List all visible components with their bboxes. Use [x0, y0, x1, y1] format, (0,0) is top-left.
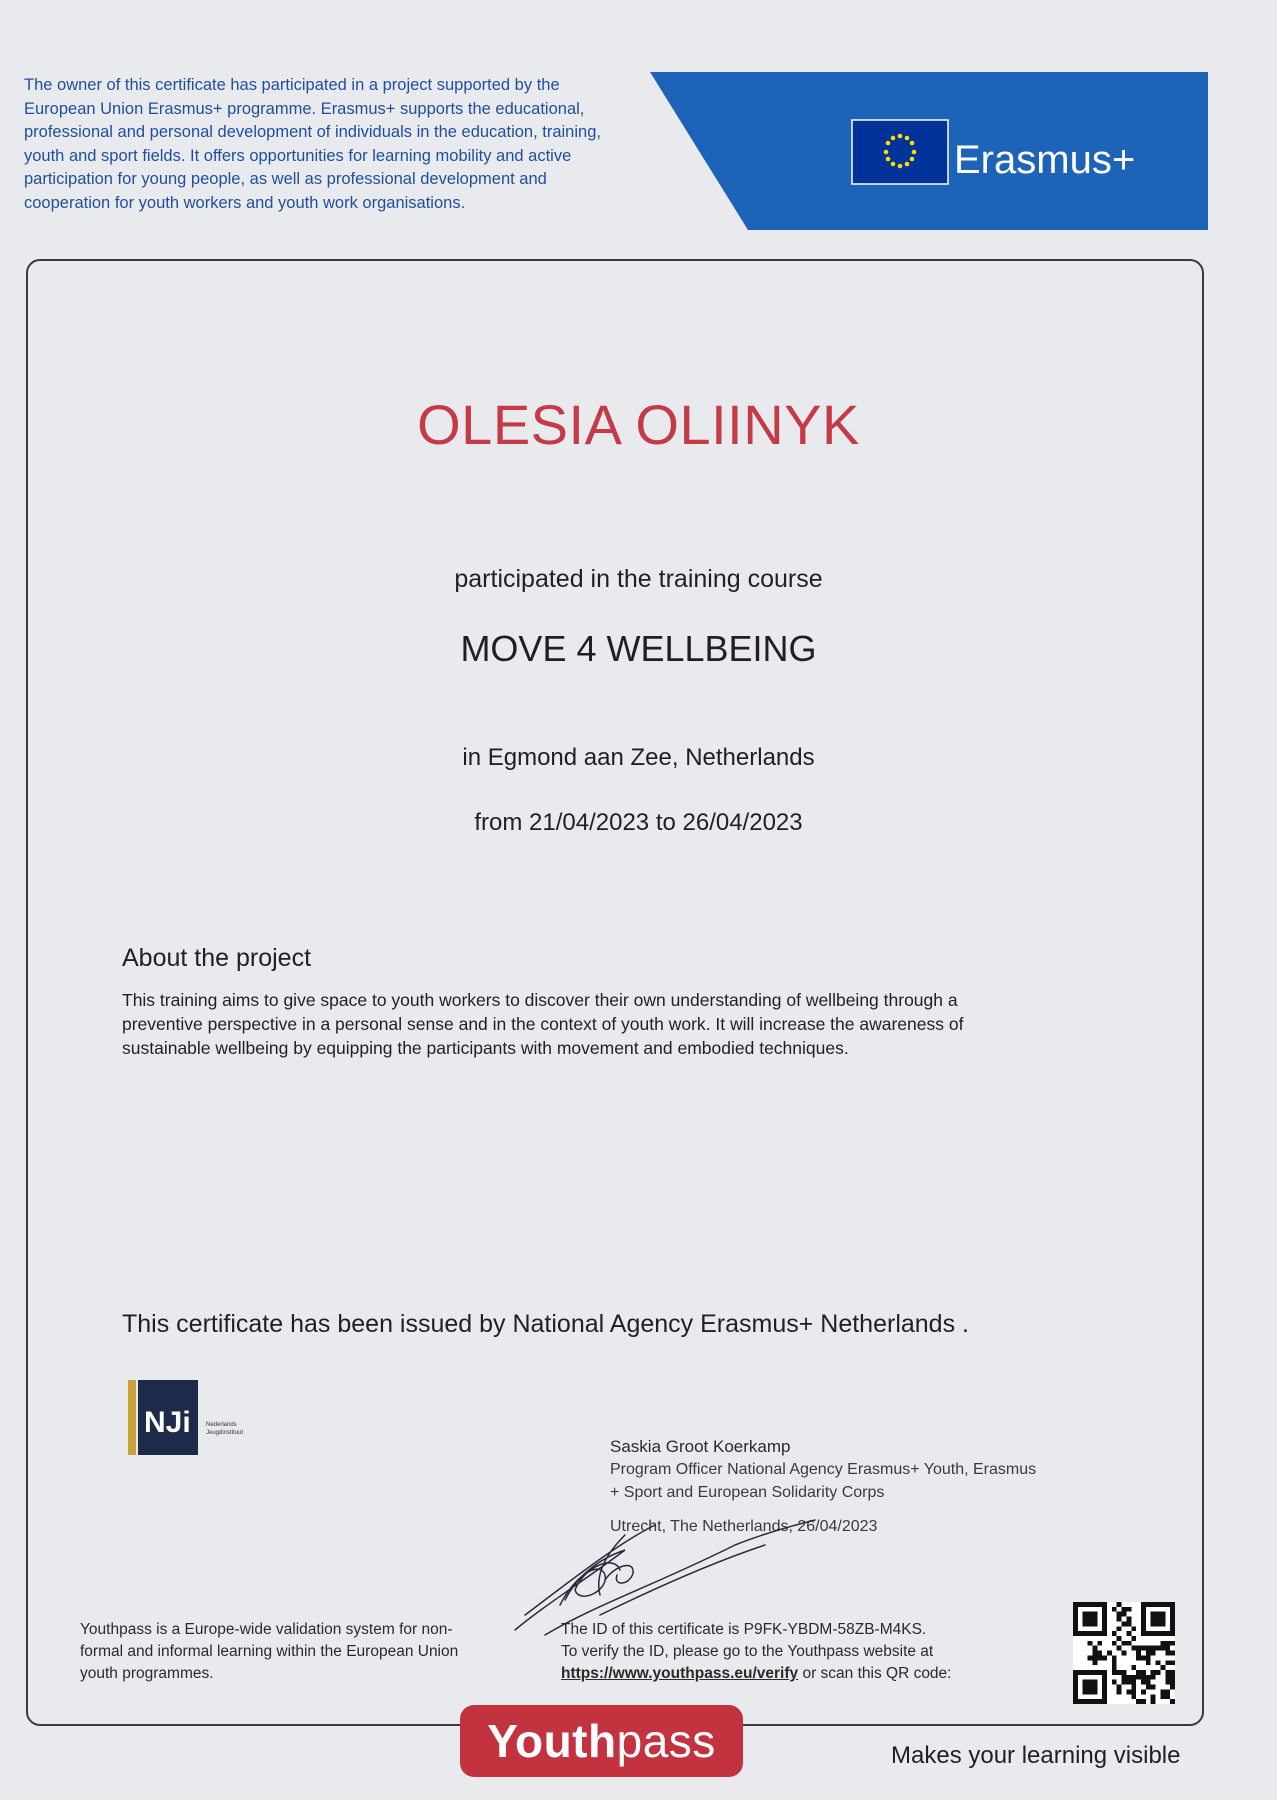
qr-module — [1102, 1631, 1107, 1636]
intro-line: The owner of this certificate has participated in a project supported by the — [24, 76, 560, 94]
qr-module — [1131, 1646, 1136, 1651]
qr-module — [1126, 1680, 1131, 1685]
qr-module — [1102, 1694, 1107, 1699]
qr-module — [1088, 1670, 1093, 1675]
qr-module — [1151, 1685, 1156, 1690]
qr-module — [1156, 1617, 1161, 1622]
qr-module — [1117, 1612, 1122, 1617]
qr-module — [1165, 1680, 1170, 1685]
qr-module — [1131, 1694, 1136, 1699]
qr-module — [1131, 1680, 1136, 1685]
qr-module — [1126, 1617, 1131, 1622]
qr-module — [1156, 1660, 1161, 1665]
qr-module — [1107, 1651, 1112, 1656]
qr-module — [1092, 1685, 1097, 1690]
qr-module — [1083, 1685, 1088, 1690]
qr-module — [1102, 1699, 1107, 1704]
qr-module — [1102, 1670, 1107, 1675]
qr-module — [1160, 1646, 1165, 1651]
qr-module — [1112, 1655, 1117, 1660]
qr-module — [1092, 1617, 1097, 1622]
about-heading: About the project — [122, 944, 312, 972]
qr-module — [1117, 1636, 1122, 1641]
qr-module — [1170, 1651, 1175, 1656]
qr-module — [1102, 1621, 1107, 1626]
qr-module — [1141, 1617, 1146, 1622]
qr-module — [1097, 1641, 1102, 1646]
qr-module — [1073, 1626, 1078, 1631]
qr-module — [1136, 1675, 1141, 1680]
qr-module — [1088, 1641, 1093, 1646]
course-location: in Egmond aan Zee, Netherlands — [462, 744, 815, 771]
qr-module — [1092, 1631, 1097, 1636]
qr-module — [1170, 1617, 1175, 1622]
qr-module — [1073, 1617, 1078, 1622]
qr-module — [1122, 1675, 1127, 1680]
qr-module — [1078, 1670, 1083, 1675]
qr-module — [1146, 1655, 1151, 1660]
qr-module — [1117, 1689, 1122, 1694]
qr-module — [1122, 1612, 1127, 1617]
qr-module — [1122, 1641, 1127, 1646]
qr-module — [1170, 1612, 1175, 1617]
youthpass-description-line: Youthpass is a Europe-wide validation system for non- — [80, 1621, 453, 1638]
nji-subtitle-2: Jeugdinstituut — [206, 1430, 244, 1436]
qr-module — [1117, 1685, 1122, 1690]
issuer-statement: This certificate has been issued by National Agency Erasmus+ Netherlands . — [122, 1310, 969, 1338]
qr-module — [1083, 1699, 1088, 1704]
youthpass-tagline: Makes your learning visible — [891, 1742, 1181, 1769]
qr-module — [1112, 1680, 1117, 1685]
qr-module — [1073, 1685, 1078, 1690]
qr-module — [1112, 1665, 1117, 1670]
qr-module — [1156, 1602, 1161, 1607]
qr-module — [1170, 1641, 1175, 1646]
qr-module — [1083, 1670, 1088, 1675]
signatory-place-date: Utrecht, The Netherlands, 26/04/2023 — [610, 1518, 878, 1535]
qr-module — [1073, 1694, 1078, 1699]
qr-module — [1097, 1631, 1102, 1636]
qr-module — [1141, 1621, 1146, 1626]
qr-module — [1122, 1651, 1127, 1656]
qr-module — [1165, 1631, 1170, 1636]
qr-module — [1088, 1699, 1093, 1704]
verification-info — [561, 1619, 1021, 1685]
qr-module — [1146, 1651, 1151, 1656]
youthpass-logo-bold: Youth — [487, 1715, 617, 1767]
qr-module — [1160, 1689, 1165, 1694]
qr-module — [1126, 1607, 1131, 1612]
qr-module — [1122, 1621, 1127, 1626]
qr-module — [1141, 1680, 1146, 1685]
intro-line: youth and sport fields. It offers opportunities for learning mobility and active — [24, 146, 572, 165]
intro-paragraph — [24, 74, 694, 215]
qr-module — [1170, 1680, 1175, 1685]
qr-module — [1117, 1617, 1122, 1622]
qr-module — [1097, 1699, 1102, 1704]
qr-module — [1170, 1699, 1175, 1704]
course-title: MOVE 4 WELLBEING — [460, 628, 817, 669]
qr-module — [1088, 1631, 1093, 1636]
qr-module — [1092, 1602, 1097, 1607]
qr-module — [1141, 1631, 1146, 1636]
qr-module — [1092, 1689, 1097, 1694]
verify-qr-instruction: or scan this QR code: — [798, 1665, 952, 1682]
qr-module — [1083, 1689, 1088, 1694]
qr-module — [1136, 1670, 1141, 1675]
qr-module — [1073, 1675, 1078, 1680]
qr-module — [1131, 1689, 1136, 1694]
qr-module — [1151, 1602, 1156, 1607]
about-line: sustainable wellbeing by equipping the participants with movement and embodied techniques. — [122, 1038, 849, 1058]
qr-module — [1160, 1621, 1165, 1626]
qr-module — [1097, 1602, 1102, 1607]
eu-flag-icon — [852, 120, 948, 184]
qr-module — [1146, 1680, 1151, 1685]
about-line: This training aims to give space to youth workers to discover their own understanding of wellbeing through a — [122, 990, 958, 1010]
qr-module — [1170, 1626, 1175, 1631]
qr-module — [1146, 1660, 1151, 1665]
qr-module — [1122, 1607, 1127, 1612]
qr-module — [1160, 1631, 1165, 1636]
qr-module — [1170, 1670, 1175, 1675]
qr-module — [1141, 1607, 1146, 1612]
signatory-name: Saskia Groot Koerkamp — [610, 1437, 791, 1456]
qr-module — [1170, 1660, 1175, 1665]
qr-module — [1141, 1699, 1146, 1704]
qr-module — [1170, 1602, 1175, 1607]
qr-module — [1117, 1670, 1122, 1675]
qr-module — [1141, 1626, 1146, 1631]
intro-line: participation for young people, as well as professional development and — [24, 170, 547, 188]
qr-module — [1117, 1646, 1122, 1651]
qr-module — [1083, 1612, 1088, 1617]
qr-module — [1151, 1670, 1156, 1675]
qr-module — [1156, 1670, 1161, 1675]
qr-module — [1151, 1651, 1156, 1656]
qr-module — [1088, 1680, 1093, 1685]
qr-module — [1156, 1631, 1161, 1636]
qr-module — [1165, 1641, 1170, 1646]
course-dates: from 21/04/2023 to 26/04/2023 — [474, 809, 803, 836]
qr-module — [1097, 1651, 1102, 1656]
qr-module — [1160, 1612, 1165, 1617]
qr-code[interactable] — [1073, 1602, 1175, 1704]
youthpass-logo-regular: pass — [616, 1715, 716, 1767]
youthpass-description-line: youth programmes. — [80, 1665, 214, 1682]
qr-module — [1170, 1621, 1175, 1626]
qr-module — [1160, 1602, 1165, 1607]
qr-module — [1131, 1675, 1136, 1680]
verify-instruction: To verify the ID, please go to the Youthpass website at — [561, 1643, 934, 1660]
qr-module — [1102, 1685, 1107, 1690]
participant-name: OLESIA OLIINYK — [417, 393, 860, 456]
qr-module — [1126, 1631, 1131, 1636]
qr-module — [1092, 1670, 1097, 1675]
qr-module — [1156, 1612, 1161, 1617]
qr-module — [1136, 1699, 1141, 1704]
qr-module — [1170, 1631, 1175, 1636]
qr-module — [1126, 1689, 1131, 1694]
qr-module — [1073, 1631, 1078, 1636]
participation-statement: participated in the training course — [454, 565, 823, 593]
qr-module — [1083, 1631, 1088, 1636]
qr-module — [1141, 1655, 1146, 1660]
qr-module — [1146, 1631, 1151, 1636]
qr-module — [1092, 1680, 1097, 1685]
qr-module — [1141, 1675, 1146, 1680]
qr-module — [1165, 1646, 1170, 1651]
qr-module — [1165, 1660, 1170, 1665]
qr-module — [1122, 1680, 1127, 1685]
erasmus-banner — [650, 72, 1208, 230]
qr-module — [1088, 1689, 1093, 1694]
qr-module — [1112, 1641, 1117, 1646]
qr-module — [1073, 1689, 1078, 1694]
qr-module — [1102, 1675, 1107, 1680]
qr-module — [1088, 1602, 1093, 1607]
qr-module — [1141, 1646, 1146, 1651]
erasmus-logo-text: Erasmus+ — [954, 138, 1136, 182]
qr-module — [1073, 1680, 1078, 1685]
qr-module — [1102, 1689, 1107, 1694]
nji-subtitle-1: Nederlands — [206, 1422, 237, 1428]
qr-module — [1088, 1612, 1093, 1617]
intro-line: European Union Erasmus+ programme. Erasmus+ supports the educational, — [24, 99, 585, 118]
qr-module — [1131, 1685, 1136, 1690]
qr-module — [1156, 1621, 1161, 1626]
qr-module — [1102, 1617, 1107, 1622]
qr-module — [1151, 1675, 1156, 1680]
qr-module — [1088, 1685, 1093, 1690]
youthpass-description — [80, 1619, 525, 1685]
qr-module — [1136, 1646, 1141, 1651]
qr-module — [1151, 1617, 1156, 1622]
qr-module — [1165, 1670, 1170, 1675]
qr-module — [1141, 1670, 1146, 1675]
qr-module — [1151, 1646, 1156, 1651]
qr-module — [1102, 1626, 1107, 1631]
qr-module — [1126, 1675, 1131, 1680]
verify-link[interactable]: https://www.youthpass.eu/verify — [561, 1665, 799, 1682]
qr-module — [1092, 1699, 1097, 1704]
qr-module — [1112, 1670, 1117, 1675]
qr-module — [1151, 1612, 1156, 1617]
qr-module — [1078, 1631, 1083, 1636]
signatory-title-line: + Sport and European Solidarity Corps — [610, 1484, 885, 1501]
intro-line: professional and personal development of individuals in the education, training, — [24, 123, 601, 141]
qr-module — [1092, 1651, 1097, 1656]
qr-module — [1146, 1685, 1151, 1690]
qr-module — [1146, 1675, 1151, 1680]
qr-module — [1170, 1675, 1175, 1680]
qr-module — [1112, 1660, 1117, 1665]
qr-module — [1083, 1621, 1088, 1626]
qr-module — [1073, 1699, 1078, 1704]
qr-module — [1165, 1675, 1170, 1680]
qr-module — [1136, 1651, 1141, 1656]
qr-module — [1131, 1665, 1136, 1670]
qr-module — [1102, 1655, 1107, 1660]
qr-module — [1170, 1607, 1175, 1612]
qr-module — [1160, 1641, 1165, 1646]
qr-module — [1117, 1602, 1122, 1607]
qr-module — [1160, 1694, 1165, 1699]
qr-module — [1092, 1655, 1097, 1660]
qr-module — [1126, 1641, 1131, 1646]
qr-module — [1083, 1602, 1088, 1607]
about-line: preventive perspective in a personal sense and in the context of youth work. It will increase the awareness of — [122, 1014, 964, 1034]
qr-module — [1112, 1607, 1117, 1612]
qr-module — [1165, 1651, 1170, 1656]
qr-module — [1131, 1626, 1136, 1631]
qr-module — [1073, 1602, 1078, 1607]
qr-module — [1073, 1607, 1078, 1612]
signatory-title-line: Program Officer National Agency Erasmus+ Youth, Erasmus — [610, 1461, 1037, 1478]
qr-module — [1156, 1646, 1161, 1651]
qr-module — [1083, 1680, 1088, 1685]
qr-module — [1141, 1612, 1146, 1617]
youthpass-logo — [460, 1705, 743, 1777]
qr-module — [1146, 1646, 1151, 1651]
qr-module — [1097, 1670, 1102, 1675]
qr-module — [1092, 1660, 1097, 1665]
youthpass-description-line: formal and informal learning within the European Union — [80, 1643, 459, 1660]
qr-module — [1141, 1602, 1146, 1607]
about-description — [122, 988, 1082, 1060]
qr-module — [1136, 1655, 1141, 1660]
qr-module — [1151, 1631, 1156, 1636]
qr-module — [1112, 1631, 1117, 1636]
qr-module — [1078, 1699, 1083, 1704]
qr-module — [1088, 1617, 1093, 1622]
qr-module — [1092, 1646, 1097, 1651]
intro-line: cooperation for youth workers and youth work organisations. — [24, 193, 466, 212]
qr-module — [1151, 1694, 1156, 1699]
nji-logo-text: NJi — [144, 1406, 191, 1439]
qr-module — [1165, 1689, 1170, 1694]
qr-module — [1151, 1621, 1156, 1626]
qr-module — [1078, 1602, 1083, 1607]
qr-module — [1102, 1612, 1107, 1617]
qr-module — [1102, 1602, 1107, 1607]
qr-module — [1102, 1680, 1107, 1685]
qr-module — [1088, 1655, 1093, 1660]
qr-module — [1170, 1685, 1175, 1690]
qr-module — [1073, 1670, 1078, 1675]
qr-module — [1165, 1694, 1170, 1699]
qr-module — [1073, 1612, 1078, 1617]
qr-module — [1088, 1621, 1093, 1626]
qr-module — [1092, 1612, 1097, 1617]
qr-module — [1092, 1621, 1097, 1626]
qr-module — [1122, 1670, 1127, 1675]
verify-link-line — [561, 1663, 1021, 1685]
qr-module — [1102, 1607, 1107, 1612]
qr-module — [1151, 1699, 1156, 1704]
qr-module — [1117, 1626, 1122, 1631]
qr-module — [1073, 1621, 1078, 1626]
qr-module — [1126, 1621, 1131, 1626]
qr-module — [1160, 1617, 1165, 1622]
qr-module — [1160, 1665, 1165, 1670]
qr-module — [1083, 1617, 1088, 1622]
qr-module — [1165, 1602, 1170, 1607]
qr-module — [1131, 1636, 1136, 1641]
qr-module — [1146, 1602, 1151, 1607]
qr-module — [1141, 1689, 1146, 1694]
nji-logo — [128, 1380, 288, 1455]
qr-module — [1097, 1655, 1102, 1660]
certificate-id: The ID of this certificate is P9FK-YBDM-58ZB-M4KS. — [561, 1621, 927, 1638]
